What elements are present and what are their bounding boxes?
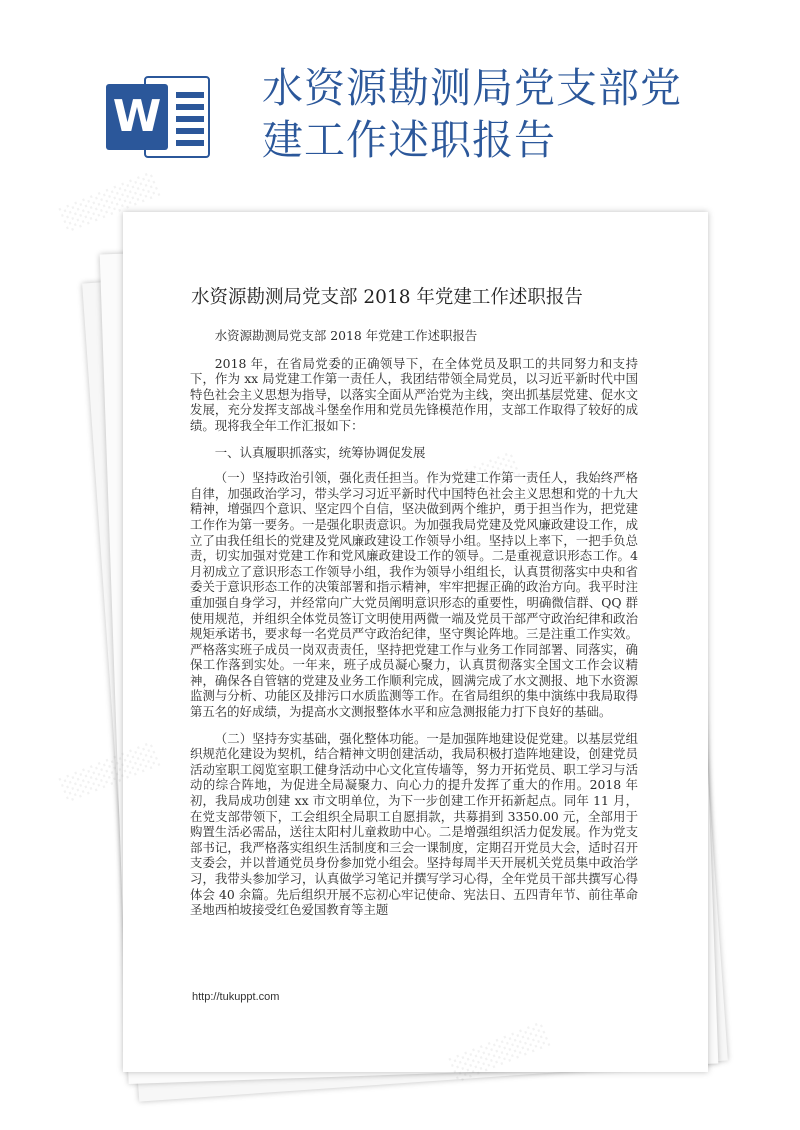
banner-title-line2: 建工作述职报告	[262, 116, 556, 164]
watermark: ░░░░░░	[59, 171, 163, 234]
document-title: 水资源勘测局党支部 2018 年党建工作述职报告	[191, 287, 583, 308]
banner-title-line1: 水资源勘测局党支部党	[262, 64, 682, 112]
document-subtitle: 水资源勘测局党支部 2018 年党建工作述职报告	[214, 328, 478, 343]
intro-paragraph: 2018 年，在省局党委的正确领导下，在全体党员及职工的共同努力和支持下，作为 xx 局党建工作第一责任人，我团结带领全局党员，以习近平新时代中国特色社会主义思想为指导，以落实全面从严治党为主线，突出抓基层党建、促水文发展，充分发挥支部战斗堡垒作用和党员先锋模范作用，支部工作取得了较好的成绩。现将我全年工作汇报如下：	[190, 355, 638, 433]
word-letter-tile: W	[106, 84, 168, 150]
section-heading: 一、认真履职抓落实，统筹协调促发展	[214, 444, 426, 460]
body-paragraph: （二）坚持夯实基础，强化整体功能。一是加强阵地建设促党建。以基层党组织规范化建设为契机，结合精神文明创建活动，我局积极打造阵地建设，创建党员活动室职工阅览室职工健身活动中心文化宣传墙等，努力开拓党员、职工学习与活动的综合阵地，为促进全局凝聚力、向心力的提升发挥了重大的作用。2018 年初，我局成功创建 xx 市文明单位，为下一步创建工作开拓新起点。同年 11 月，在党支部带领下，工会组织全局职工自愿捐款，共募捐到 3350.00 元，全部用于购置生活必需品，送往太阳村儿童救助中心。二是增强组织活力促发展。作为党支部书记，我严格落实组织生活制度和三会一课制度，定期召开党员大会，适时召开支委会，并以普通党员身份参加党小组会。坚持每周半天开展机关党员集中政治学习，我带头参加学习，认真做学习笔记并撰写学习心得，全年党员干部共撰写心得体会 40 余篇。先后组织开展不忘初心牢记使命、宪法日、五四青年节、前往革命圣地西柏坡接受红色爱国教育等主题	[190, 730, 638, 918]
document-body	[190, 328, 638, 929]
footer-url: http://tukuppt.com	[192, 991, 280, 1003]
banner-title	[262, 62, 782, 166]
watermark: ░░░░░░	[59, 741, 163, 804]
word-document-icon	[106, 70, 214, 160]
body-paragraph: （一）坚持政治引领，强化责任担当。作为党建工作第一责任人，我始终严格自律，加强政治学习，带头学习习近平新时代中国特色社会主义思想和党的十九大精神，增强四个意识、坚定四个自信，坚决做到两个维护，勇于担当作为，把党建工作作为第一要务。一是强化职责意识。为加强我局党建及党风廉政建设工作，成立了由我任组长的党建及党风廉政建设工作领导小组。坚持以上率下，一把手负总责，切实加强对党建工作和党风廉政建设工作的领导。二是重视意识形态工作。4 月初成立了意识形态工作领导小组，我作为领导小组组长，认真贯彻落实中央和省委关于意识形态工作的决策部署和指示精神，牢牢把握正确的政治方向。我平时注重加强自身学习，并经常向广大党员阐明意识形态的重要性，明确微信群、QQ 群使用规范，并组织全体党员签订文明使用两微一端及党员干部严守政治纪律和政治规矩承诺书，要求每一名党员严守政治纪律，坚守舆论阵地。三是注重工作实效。严格落实班子成员一岗双责责任，坚持把党建工作与业务工作同部署、同落实，确保工作落到实处。一年来，班子成员凝心聚力，认真贯彻落实全国文工作会议精神，确保各自管辖的党建及业务工作顺利完成，圆满完成了水文测报、地下水资源监测与分析、功能区及排污口水质监测等工作。在省局组织的集中演练中我局取得第五名的好成绩，为提高水文测报整体水平和应急测报能力打下良好的基础。	[190, 470, 638, 720]
